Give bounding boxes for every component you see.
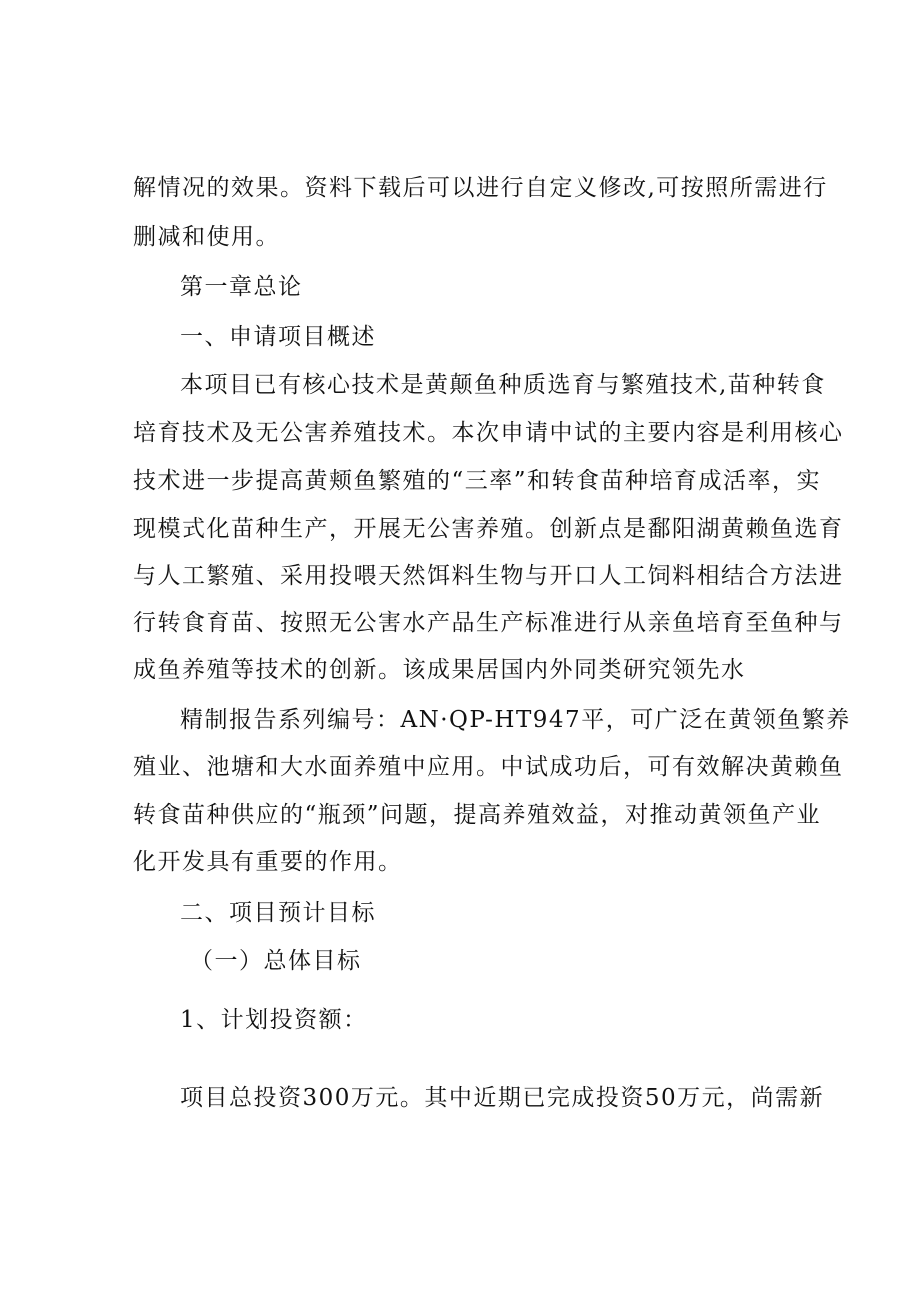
paragraph-2-line-1: 精制报告系列编号：AN·QP-HT947平，可广泛在黄领鱼繁养 bbox=[180, 707, 851, 733]
section-title-2: 二、项目预计目标 bbox=[180, 900, 376, 926]
paragraph-1-line-6: 行转食育苗、按照无公害水产品生产标准进行从亲鱼培育至鱼种与 bbox=[133, 610, 844, 636]
subsection-title: （一）总体目标 bbox=[190, 948, 362, 974]
paragraph-1-line-2: 培育技术及无公害养殖技术。本次申请中试的主要内容是利用核心 bbox=[133, 420, 844, 446]
paragraph-2-line-4: 化开发具有重要的作用。 bbox=[133, 849, 403, 875]
chapter-title: 第一章总论 bbox=[180, 274, 303, 300]
paragraph-1-line-4: 现模式化苗种生产，开展无公害养殖。创新点是鄱阳湖黄赖鱼选育 bbox=[133, 516, 844, 542]
intro-line-2: 删减和使用。 bbox=[133, 224, 280, 250]
paragraph-1-line-7: 成鱼养殖等技术的创新。该成果居国内外同类研究领先水 bbox=[133, 657, 746, 683]
paragraph-1-line-3: 技术进一步提高黄颊鱼繁殖的“三率”和转食苗种培育成活率，实 bbox=[133, 468, 822, 494]
intro-line-1: 解情况的效果。资料下载后可以进行自定义修改,可按照所需进行 bbox=[133, 175, 828, 201]
paragraph-3-line-1: 项目总投资300万元。其中近期已完成投资50万元，尚需新 bbox=[180, 1085, 825, 1111]
paragraph-2-line-3: 转食苗种供应的“瓶颈”问题，提高养殖效益，对推动黄领鱼产业 bbox=[133, 802, 822, 828]
paragraph-1-line-5: 与人工繁殖、采用投喂天然饵料生物与开口人工饲料相结合方法进 bbox=[133, 563, 844, 589]
paragraph-1-line-1: 本项目已有核心技术是黄颠鱼种质选育与繁殖技术,苗种转食 bbox=[180, 372, 826, 398]
item-1-title: 1、计划投资额： bbox=[180, 1007, 368, 1033]
section-title-1: 一、申请项目概述 bbox=[180, 324, 376, 350]
paragraph-2-line-2: 殖业、池塘和大水面养殖中应用。中试成功后，可有效解决黄赖鱼 bbox=[133, 754, 844, 780]
